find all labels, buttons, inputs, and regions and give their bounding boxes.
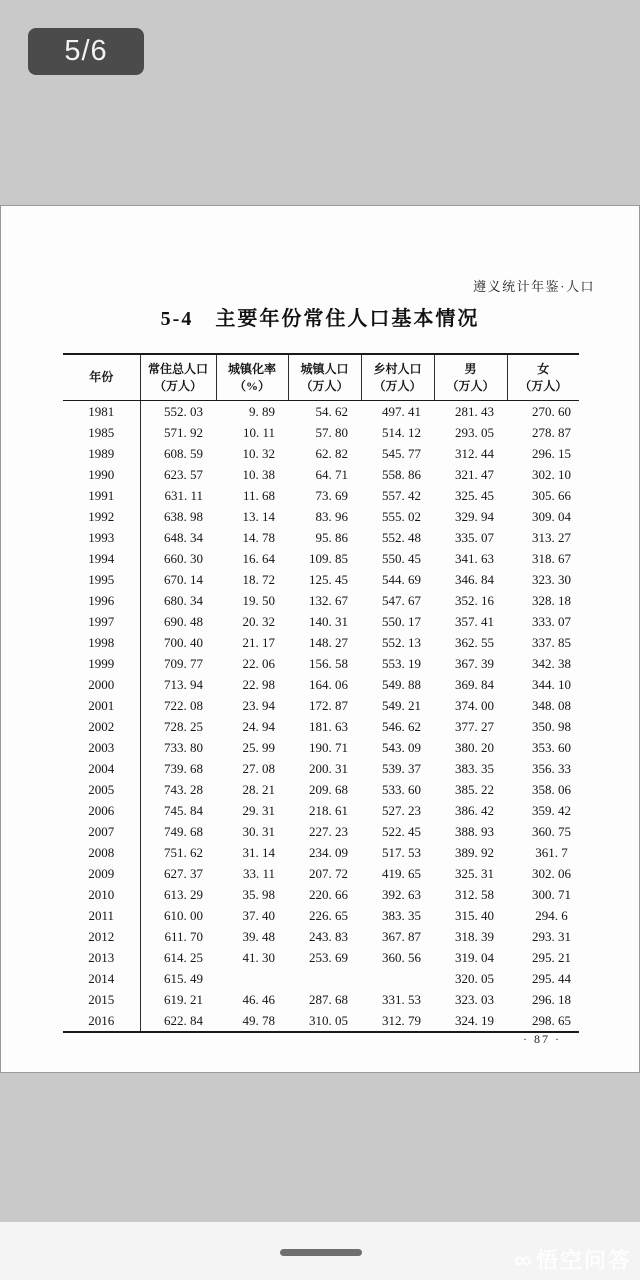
table-row xyxy=(63,947,579,968)
table-row xyxy=(63,842,579,863)
table-row xyxy=(63,590,579,611)
value-cell xyxy=(216,968,288,989)
value-cell: 14. 78 xyxy=(242,529,275,545)
value-cell: 278. 87 xyxy=(532,424,571,440)
value-cell: 709. 77 xyxy=(164,655,203,671)
value-cell: 367. 39 xyxy=(455,655,494,671)
value-cell: 298. 65 xyxy=(532,1012,571,1028)
column-header-5: 男 （万人） xyxy=(434,354,507,401)
value-cell: 295. 44 xyxy=(532,970,571,986)
value-cell: 547. 67 xyxy=(382,592,421,608)
year-cell: 2016 xyxy=(63,1010,140,1032)
column-header-2: 城镇化率 （%） xyxy=(216,354,288,401)
value-cell: 613. 29 xyxy=(164,886,203,902)
value-cell: 220. 66 xyxy=(309,886,348,902)
table-row xyxy=(63,926,579,947)
table-header xyxy=(63,354,579,401)
page-indicator-label: 5/6 xyxy=(64,35,108,67)
value-cell: 312. 79 xyxy=(382,1012,421,1028)
value-cell: 713. 94 xyxy=(164,676,203,692)
value-cell: 627. 37 xyxy=(164,865,203,881)
value-cell: 356. 33 xyxy=(532,760,571,776)
value-cell: 545. 77 xyxy=(382,445,421,461)
table-row xyxy=(63,863,579,884)
year-cell: 2010 xyxy=(63,884,140,905)
watermark xyxy=(514,1244,632,1275)
year-cell: 2009 xyxy=(63,863,140,884)
value-cell: 22. 06 xyxy=(242,655,275,671)
value-cell: 218. 61 xyxy=(309,802,348,818)
year-cell: 1985 xyxy=(63,422,140,443)
value-cell: 73. 69 xyxy=(315,487,348,503)
value-cell: 358. 06 xyxy=(532,781,571,797)
table-row xyxy=(63,989,579,1010)
value-cell: 361. 7 xyxy=(535,844,571,860)
table-row xyxy=(63,485,579,506)
value-cell: 310. 05 xyxy=(309,1012,348,1028)
bottom-bar xyxy=(0,1222,640,1280)
value-cell: 21. 17 xyxy=(242,634,275,650)
value-cell: 305. 66 xyxy=(532,487,571,503)
value-cell: 514. 12 xyxy=(382,424,421,440)
table-row xyxy=(63,821,579,842)
value-cell: 558. 86 xyxy=(382,466,421,482)
value-cell: 95. 86 xyxy=(315,529,348,545)
value-cell: 41. 30 xyxy=(242,949,275,965)
document-page xyxy=(0,205,640,1073)
year-cell: 2015 xyxy=(63,989,140,1010)
value-cell: 660. 30 xyxy=(164,550,203,566)
value-cell: 648. 34 xyxy=(164,529,203,545)
value-cell: 374. 00 xyxy=(455,697,494,713)
value-cell: 360. 75 xyxy=(532,823,571,839)
value-cell: 312. 58 xyxy=(455,886,494,902)
column-header-4: 乡村人口 （万人） xyxy=(361,354,434,401)
value-cell: 539. 37 xyxy=(382,760,421,776)
column-header-0: 年份 xyxy=(63,354,140,401)
value-cell: 253. 69 xyxy=(309,949,348,965)
value-cell: 342. 38 xyxy=(532,655,571,671)
value-cell: 287. 68 xyxy=(309,991,348,1007)
value-cell: 367. 87 xyxy=(382,928,421,944)
value-cell: 181. 63 xyxy=(309,718,348,734)
infinity-icon: ∞ xyxy=(514,1246,532,1274)
value-cell: 385. 22 xyxy=(455,781,494,797)
value-cell: 200. 31 xyxy=(309,760,348,776)
table-row xyxy=(63,527,579,548)
value-cell: 419. 65 xyxy=(382,865,421,881)
value-cell: 552. 48 xyxy=(382,529,421,545)
table-row xyxy=(63,1010,579,1032)
value-cell: 638. 98 xyxy=(164,508,203,524)
year-cell: 2005 xyxy=(63,779,140,800)
value-cell: 348. 08 xyxy=(532,697,571,713)
table-row xyxy=(63,716,579,737)
value-cell: 544. 69 xyxy=(382,571,421,587)
table-row xyxy=(63,968,579,989)
value-cell: 549. 21 xyxy=(382,697,421,713)
value-cell: 722. 08 xyxy=(164,697,203,713)
year-cell: 2007 xyxy=(63,821,140,842)
watermark-label: 悟空问答 xyxy=(535,1248,632,1273)
value-cell: 549. 88 xyxy=(382,676,421,692)
value-cell: 320. 05 xyxy=(455,970,494,986)
value-cell: 226. 65 xyxy=(309,907,348,923)
value-cell: 743. 28 xyxy=(164,781,203,797)
table-row xyxy=(63,401,579,423)
table-header-row xyxy=(63,354,579,401)
value-cell: 49. 78 xyxy=(242,1012,275,1028)
table-body xyxy=(63,401,579,1033)
value-cell: 46. 46 xyxy=(242,991,275,1007)
value-cell: 16. 64 xyxy=(242,550,275,566)
value-cell: 522. 45 xyxy=(382,823,421,839)
value-cell: 623. 57 xyxy=(164,466,203,482)
value-cell: 728. 25 xyxy=(164,718,203,734)
value-cell: 281. 43 xyxy=(455,403,494,419)
value-cell xyxy=(288,968,361,989)
value-cell: 350. 98 xyxy=(532,718,571,734)
value-cell: 190. 71 xyxy=(309,739,348,755)
value-cell: 388. 93 xyxy=(455,823,494,839)
value-cell: 296. 15 xyxy=(532,445,571,461)
value-cell: 13. 14 xyxy=(242,508,275,524)
table-row xyxy=(63,548,579,569)
table-row xyxy=(63,758,579,779)
value-cell: 546. 62 xyxy=(382,718,421,734)
page-number: · 87 · xyxy=(523,1032,561,1046)
value-cell: 321. 47 xyxy=(455,466,494,482)
value-cell: 20. 32 xyxy=(242,613,275,629)
value-cell: 555. 02 xyxy=(382,508,421,524)
table-row xyxy=(63,653,579,674)
value-cell: 543. 09 xyxy=(382,739,421,755)
value-cell: 270. 60 xyxy=(532,403,571,419)
table-row xyxy=(63,905,579,926)
value-cell: 323. 30 xyxy=(532,571,571,587)
value-cell: 344. 10 xyxy=(532,676,571,692)
value-cell: 369. 84 xyxy=(455,676,494,692)
value-cell: 9. 89 xyxy=(249,403,275,419)
value-cell: 751. 62 xyxy=(164,844,203,860)
value-cell: 19. 50 xyxy=(242,592,275,608)
value-cell: 156. 58 xyxy=(309,655,348,671)
table-row xyxy=(63,674,579,695)
value-cell: 30. 31 xyxy=(242,823,275,839)
value-cell: 680. 34 xyxy=(164,592,203,608)
table-row xyxy=(63,884,579,905)
yearbook-edition-label: 遵义统计年鉴·人口 xyxy=(473,279,595,294)
value-cell: 62. 82 xyxy=(315,445,348,461)
value-cell: 24. 94 xyxy=(242,718,275,734)
value-cell: 10. 32 xyxy=(242,445,275,461)
value-cell: 690. 48 xyxy=(164,613,203,629)
value-cell: 346. 84 xyxy=(455,571,494,587)
value-cell: 313. 27 xyxy=(532,529,571,545)
year-cell: 2008 xyxy=(63,842,140,863)
value-cell: 527. 23 xyxy=(382,802,421,818)
value-cell: 296. 18 xyxy=(532,991,571,1007)
value-cell: 745. 84 xyxy=(164,802,203,818)
value-cell: 28. 21 xyxy=(242,781,275,797)
value-cell: 377. 27 xyxy=(455,718,494,734)
value-cell: 552. 13 xyxy=(382,634,421,650)
value-cell: 324. 19 xyxy=(455,1012,494,1028)
value-cell: 31. 14 xyxy=(242,844,275,860)
value-cell: 64. 71 xyxy=(315,466,348,482)
value-cell: 325. 31 xyxy=(455,865,494,881)
value-cell: 380. 20 xyxy=(455,739,494,755)
table-row xyxy=(63,779,579,800)
value-cell: 227. 23 xyxy=(309,823,348,839)
value-cell: 631. 11 xyxy=(164,487,203,503)
table-row xyxy=(63,737,579,758)
value-cell: 33. 11 xyxy=(242,865,275,881)
value-cell: 234. 09 xyxy=(309,844,348,860)
value-cell: 37. 40 xyxy=(242,907,275,923)
year-cell: 1997 xyxy=(63,611,140,632)
value-cell: 335. 07 xyxy=(455,529,494,545)
year-cell: 2012 xyxy=(63,926,140,947)
value-cell: 318. 39 xyxy=(455,928,494,944)
value-cell: 557. 42 xyxy=(382,487,421,503)
year-cell: 1998 xyxy=(63,632,140,653)
value-cell: 552. 03 xyxy=(164,403,203,419)
value-cell: 571. 92 xyxy=(164,424,203,440)
value-cell: 23. 94 xyxy=(242,697,275,713)
column-header-1: 常住总人口 （万人） xyxy=(140,354,216,401)
value-cell: 550. 17 xyxy=(382,613,421,629)
value-cell: 29. 31 xyxy=(242,802,275,818)
year-cell: 2004 xyxy=(63,758,140,779)
year-cell: 1991 xyxy=(63,485,140,506)
page-indicator-badge xyxy=(28,28,144,75)
value-cell: 383. 35 xyxy=(455,760,494,776)
value-cell: 300. 71 xyxy=(532,886,571,902)
year-cell: 2006 xyxy=(63,800,140,821)
value-cell: 25. 99 xyxy=(242,739,275,755)
value-cell: 294. 6 xyxy=(535,907,571,923)
value-cell: 389. 92 xyxy=(455,844,494,860)
value-cell: 360. 56 xyxy=(382,949,421,965)
year-cell: 1992 xyxy=(63,506,140,527)
value-cell: 39. 48 xyxy=(242,928,275,944)
value-cell: 329. 94 xyxy=(455,508,494,524)
value-cell: 383. 35 xyxy=(382,907,421,923)
year-cell: 2000 xyxy=(63,674,140,695)
value-cell: 337. 85 xyxy=(532,634,571,650)
year-cell: 2002 xyxy=(63,716,140,737)
year-cell: 1981 xyxy=(63,401,140,423)
value-cell: 359. 42 xyxy=(532,802,571,818)
value-cell: 207. 72 xyxy=(309,865,348,881)
year-cell: 1999 xyxy=(63,653,140,674)
year-cell: 2011 xyxy=(63,905,140,926)
value-cell: 148. 27 xyxy=(309,634,348,650)
value-cell: 109. 85 xyxy=(309,550,348,566)
year-cell: 1993 xyxy=(63,527,140,548)
value-cell: 331. 53 xyxy=(382,991,421,1007)
value-cell: 328. 18 xyxy=(532,592,571,608)
value-cell: 497. 41 xyxy=(382,403,421,419)
value-cell: 670. 14 xyxy=(164,571,203,587)
table-row xyxy=(63,569,579,590)
year-cell: 1995 xyxy=(63,569,140,590)
value-cell: 622. 84 xyxy=(164,1012,203,1028)
value-cell: 733. 80 xyxy=(164,739,203,755)
value-cell: 83. 96 xyxy=(315,508,348,524)
column-header-6: 女 （万人） xyxy=(507,354,579,401)
value-cell: 319. 04 xyxy=(455,949,494,965)
value-cell: 357. 41 xyxy=(455,613,494,629)
value-cell: 125. 45 xyxy=(309,571,348,587)
value-cell: 739. 68 xyxy=(164,760,203,776)
value-cell: 132. 67 xyxy=(309,592,348,608)
value-cell: 550. 45 xyxy=(382,550,421,566)
value-cell: 325. 45 xyxy=(455,487,494,503)
year-cell: 1989 xyxy=(63,443,140,464)
value-cell: 54. 62 xyxy=(315,403,348,419)
year-cell: 1990 xyxy=(63,464,140,485)
table-row xyxy=(63,443,579,464)
value-cell: 333. 07 xyxy=(532,613,571,629)
value-cell: 352. 16 xyxy=(455,592,494,608)
year-cell: 1994 xyxy=(63,548,140,569)
year-cell: 2014 xyxy=(63,968,140,989)
table-row xyxy=(63,695,579,716)
table-row xyxy=(63,611,579,632)
value-cell: 10. 11 xyxy=(242,424,275,440)
value-cell: 18. 72 xyxy=(242,571,275,587)
value-cell: 611. 70 xyxy=(164,928,203,944)
value-cell: 35. 98 xyxy=(242,886,275,902)
value-cell: 619. 21 xyxy=(164,991,203,1007)
value-cell: 164. 06 xyxy=(309,676,348,692)
value-cell: 140. 31 xyxy=(309,613,348,629)
value-cell: 392. 63 xyxy=(382,886,421,902)
home-indicator[interactable] xyxy=(280,1249,362,1256)
year-cell: 1996 xyxy=(63,590,140,611)
value-cell: 614. 25 xyxy=(164,949,203,965)
value-cell: 517. 53 xyxy=(382,844,421,860)
value-cell: 615. 49 xyxy=(164,970,203,986)
value-cell: 243. 83 xyxy=(309,928,348,944)
table-row xyxy=(63,506,579,527)
value-cell xyxy=(361,968,434,989)
value-cell: 10. 38 xyxy=(242,466,275,482)
value-cell: 341. 63 xyxy=(455,550,494,566)
value-cell: 533. 60 xyxy=(382,781,421,797)
value-cell: 57. 80 xyxy=(315,424,348,440)
value-cell: 318. 67 xyxy=(532,550,571,566)
value-cell: 312. 44 xyxy=(455,445,494,461)
year-cell: 2001 xyxy=(63,695,140,716)
value-cell: 315. 40 xyxy=(455,907,494,923)
value-cell: 22. 98 xyxy=(242,676,275,692)
table-row xyxy=(63,632,579,653)
value-cell: 700. 40 xyxy=(164,634,203,650)
year-cell: 2013 xyxy=(63,947,140,968)
value-cell: 608. 59 xyxy=(164,445,203,461)
value-cell: 11. 68 xyxy=(242,487,275,503)
table-title: 5-4 主要年份常住人口基本情况 xyxy=(160,308,480,330)
value-cell: 553. 19 xyxy=(382,655,421,671)
value-cell: 353. 60 xyxy=(532,739,571,755)
value-cell: 295. 21 xyxy=(532,949,571,965)
value-cell: 749. 68 xyxy=(164,823,203,839)
table-row xyxy=(63,422,579,443)
value-cell: 293. 05 xyxy=(455,424,494,440)
value-cell: 209. 68 xyxy=(309,781,348,797)
table-row xyxy=(63,800,579,821)
value-cell: 386. 42 xyxy=(455,802,494,818)
value-cell: 362. 55 xyxy=(455,634,494,650)
value-cell: 323. 03 xyxy=(455,991,494,1007)
table-row xyxy=(63,464,579,485)
value-cell: 293. 31 xyxy=(532,928,571,944)
value-cell: 172. 87 xyxy=(309,697,348,713)
value-cell: 27. 08 xyxy=(242,760,275,776)
population-table xyxy=(63,353,579,1033)
value-cell: 610. 00 xyxy=(164,907,203,923)
column-header-3: 城镇人口 （万人） xyxy=(288,354,361,401)
value-cell: 309. 04 xyxy=(532,508,571,524)
year-cell: 2003 xyxy=(63,737,140,758)
value-cell: 302. 10 xyxy=(532,466,571,482)
value-cell: 302. 06 xyxy=(532,865,571,881)
